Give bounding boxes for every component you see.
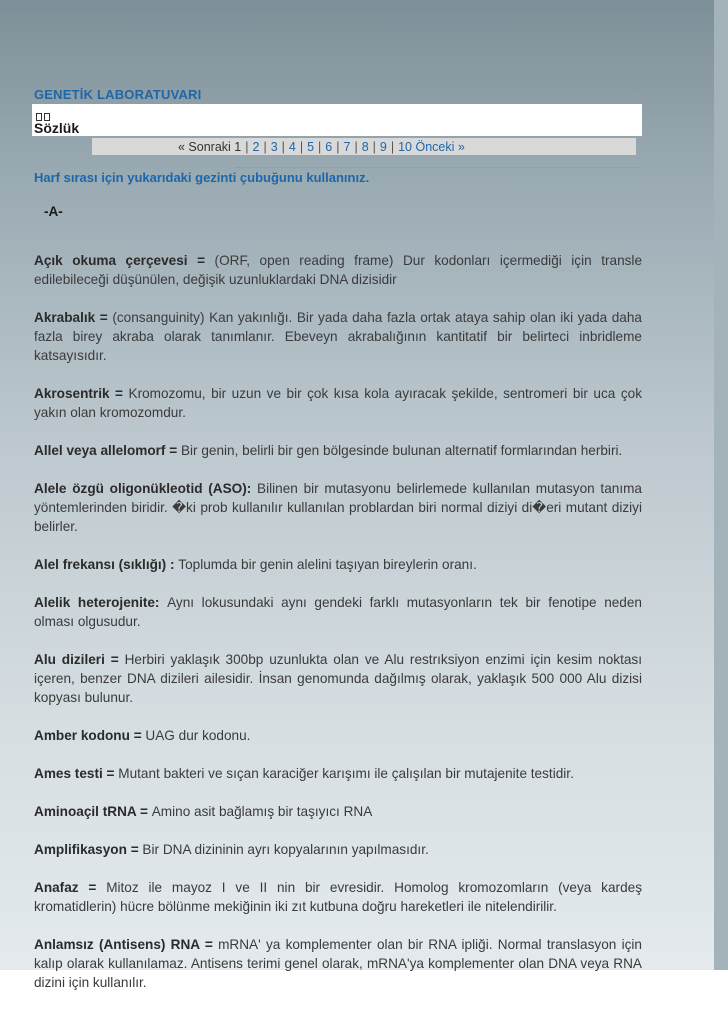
page-link-5[interactable]: 5 — [307, 139, 315, 154]
glossary-entry — [34, 935, 642, 992]
glossary-term: Amber kodonu — [34, 728, 130, 743]
glossary-term: Anafaz — [34, 880, 79, 895]
term-separator: = — [95, 310, 113, 325]
term-separator: = — [136, 804, 152, 819]
glossary-definition: Kromozomu, bir uzun ve bir çok kısa kola ayıracak şekilde, sentromeri bir uca çok yakın olan kromozomdur. — [34, 386, 642, 420]
page-link-10-previous[interactable]: 10 Önceki » — [398, 139, 465, 154]
glossary-entry — [34, 441, 642, 460]
glossary-term: Ames testi — [34, 766, 103, 781]
glossary-definition: Bir DNA dizininin ayrı kopyalarının yapılmasıdır. — [142, 842, 429, 857]
glossary-definition: (ORF, open reading frame) Dur kodonları içermediği için transle edilebileceği düşünülen, değişik uzunluklardaki DNA dizisidir — [34, 253, 643, 287]
letter-heading: -A- — [44, 204, 63, 219]
glossary-term: Alu dizileri — [34, 652, 105, 667]
glossary-term: Alel frekansı (sıklığı) : — [34, 557, 175, 572]
page-link-3[interactable]: 3 — [270, 139, 278, 154]
glossary-list — [34, 251, 642, 1011]
glossary-entry — [34, 650, 642, 707]
glossary-definition: Toplumda bir genin alelini taşıyan bireylerin oranı. — [178, 557, 477, 572]
page-link-9[interactable]: 9 — [379, 139, 387, 154]
term-separator: = — [187, 253, 215, 268]
glossary-term: Alelik heterojenite: — [34, 595, 160, 610]
divider — [235, 167, 642, 168]
glossary-entry — [34, 308, 642, 365]
page-link-2[interactable]: 2 — [252, 139, 260, 154]
term-separator: = — [126, 842, 143, 857]
page-link-7[interactable]: 7 — [343, 139, 351, 154]
glossary-term: Allel veya allelomorf — [34, 443, 166, 458]
glossary-term: Akrabalık — [34, 310, 96, 325]
pagination-current[interactable]: « Sonraki 1 — [178, 139, 242, 154]
site-title: GENETİK LABORATUVARI — [34, 87, 202, 102]
glossary-term: Akrosentrik — [34, 386, 110, 401]
term-separator: = — [78, 880, 107, 895]
term-separator: = — [102, 766, 119, 781]
glossary-term: Açık okuma çerçevesi — [34, 253, 188, 268]
term-separator: = — [109, 386, 129, 401]
glossary-definition: Aynı lokusundaki aynı gendeki farklı mutasyonların tek bir fenotipe neden olması olgusudur. — [34, 595, 642, 629]
page-link-6[interactable]: 6 — [325, 139, 333, 154]
glossary-definition: Mutant bakteri ve sıçan karaciğer karışımı ile çalışılan bir mutajenite testidir. — [118, 766, 574, 781]
glossary-term: Alele özgü oligonükleotid (ASO): — [34, 481, 252, 496]
term-separator — [159, 595, 167, 610]
header-band — [32, 104, 642, 136]
glossary-entry — [34, 251, 642, 289]
term-separator: = — [104, 652, 125, 667]
glossary-definition: Herbiri yaklaşık 300bp uzunlukta olan ve Alu restrıksiyon enzimi için kesim noktası içeren, benzer DNA dizileri ailesidir. İnsan genomunda dağılmış olarak, yaklaşık 500 000 Alu dizisi kopyası bulunur. — [34, 652, 642, 705]
glossary-definition: UAG dur kodonu. — [145, 728, 251, 743]
glossary-term: Anlamsız (Antisens) RNA — [34, 937, 200, 952]
glossary-definition: (consanguinity) Kan yakınlığı. Bir yada daha fazla ortak ataya sahip olan iki yada daha fazla birey akraba olarak tanımlanır. Ebeveyn akrabalığının kantitatif bir belirteci inbridleme katsayısıdır. — [34, 310, 642, 363]
glossary-entry — [34, 726, 642, 745]
glossary-entry — [34, 384, 642, 422]
glossary-entry — [34, 593, 642, 631]
glossary-entry — [34, 479, 642, 536]
glossary-entry — [34, 555, 642, 574]
glossary-definition: Amino asit bağlamış bir taşıyıcı RNA — [151, 804, 373, 819]
term-separator: = — [165, 443, 181, 458]
page-title: Sözlük — [34, 120, 80, 136]
page-link-8[interactable]: 8 — [361, 139, 369, 154]
glossary-definition: Mitoz ile mayoz I ve II nin bir evresidir. Homolog kromozomların (veya kardeş kromatidlerin) hücre bölünme mekiğinin iki zıt kutbuna doğru hareketleri ile nitelendirilir. — [34, 880, 642, 914]
term-separator: = — [129, 728, 146, 743]
glossary-entry — [34, 840, 642, 859]
glossary-definition: Bilinen bir mutasyonu belirlemede kullanılan mutasyon tanıma yöntemlerinden biridir. �ki prob kullanılır kullanılan problardan biri normal diziyi di�eri mutant diziyi belirler. — [34, 481, 642, 534]
glossary-entry — [34, 878, 642, 916]
glossary-entry — [34, 764, 642, 783]
instruction-text: Harf sırası için yukarıdaki gezinti çubuğunu kullanınız. — [34, 170, 370, 185]
page-link-4[interactable]: 4 — [288, 139, 296, 154]
glossary-definition: mRNA' ya komplementer olan bir RNA ipliği. Normal translasyon için kalıp olarak kullanılamaz. Antisens terimi genel olarak, mRNA'ya komplementer olan DNA veya RNA dizini için kullanılır. — [34, 937, 642, 990]
glossary-term: Aminoaçil tRNA — [34, 804, 137, 819]
glossary-definition: Bir genin, belirli bir gen bölgesinde bulunan alternatif formlarından herbiri. — [180, 443, 623, 458]
term-separator: = — [199, 937, 219, 952]
glossary-term: Amplifikasyon — [34, 842, 127, 857]
glossary-entry — [34, 802, 642, 821]
pagination-bar: « Sonraki 1 | 2 | 3 | 4 | 5 | 6 | 7 | 8 | 9 | 10 Önceki » — [92, 138, 636, 155]
